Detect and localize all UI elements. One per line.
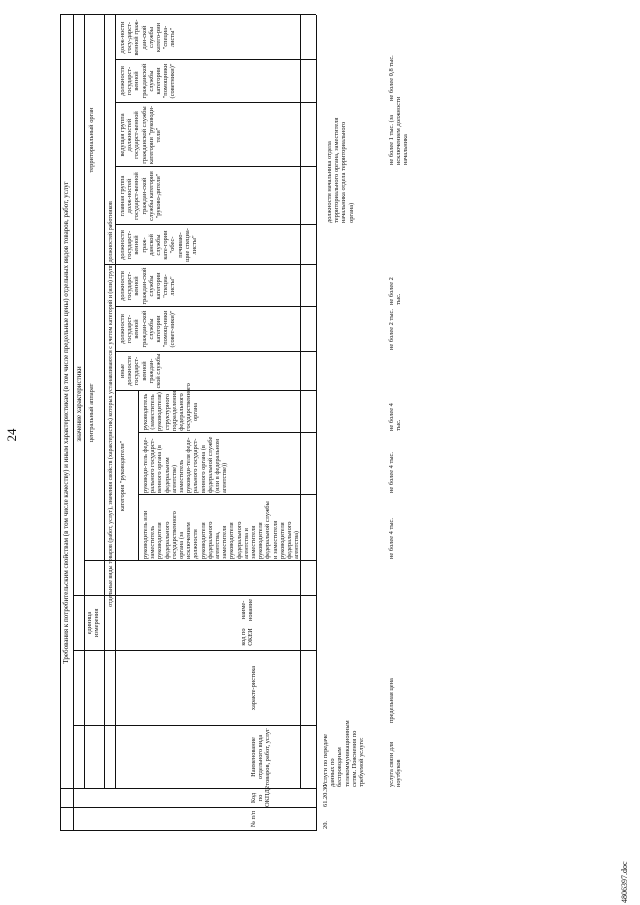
- values-caption: значение характеристики: [75, 366, 83, 442]
- rule-heads: [138, 391, 139, 561]
- row-name: Услуги по передаче данных по беспроводным телекоммуникационным сетям. Пояснения по требуемой услуге:: [322, 720, 366, 787]
- footer-filename: 4806397.doc: [620, 861, 629, 903]
- rule-v14: [115, 166, 316, 167]
- row-value-t3: не более 1 тыс. (за исключением должности начальника: [388, 96, 410, 165]
- rule-v15: [115, 102, 316, 103]
- rule-v10: [115, 351, 316, 352]
- row-characteristic: предельная цена: [388, 678, 395, 723]
- header-c2: руководи-тель феде-рального государст-венного органа (в федеральном агентстве) заместитель руководи-теля феде-рального государст-венного органа (в федеральной службе (или в федеральном агентстве)): [142, 436, 229, 493]
- rule-v11: [115, 306, 316, 307]
- page-number: 24: [4, 428, 19, 442]
- header-t3: должности государст-венной гражданской службы категории "помощники (советники)": [119, 63, 177, 99]
- requirements-caption: Требования к потребительским свойствам (в том числе качеству) и иным характеристикам (в том числе предельные цены) отдельных видов товаров, работ, услуг: [62, 181, 70, 664]
- header-okpd: Код по ОКПД2: [250, 785, 272, 807]
- rule-header-bottom: [300, 15, 301, 789]
- header-unit: единица измерения: [86, 608, 101, 638]
- row-num: 20.: [322, 821, 329, 829]
- header-characteristic: характе-ристика: [250, 665, 257, 711]
- row-territorial-note: должности начальника отдела территориального органа, заместителя начальника отдела территориального органа): [326, 117, 355, 223]
- row-value-c3: не более 4 тыс.: [388, 403, 403, 431]
- header-c1: руководитель или заместитель руководителя федерального государственного органа (за исключением должности руководителя федерального агентства, заместителя руководителя федерального агентства и заместителя руководителя федеральной службы и заместителя руководителя федерального агентства): [142, 501, 301, 559]
- header-c4: иные должности государст-венной граждан-ской службы: [119, 353, 163, 389]
- header-central: центральный аппарат: [88, 383, 95, 443]
- rule-v16: [115, 59, 316, 60]
- row-sub-name: услуга связи для ноутбуков: [388, 741, 403, 787]
- header-t4: долж-ности госу-дарст-венной граж-дан-ской службы катего-рии "специа-листы": [119, 19, 177, 56]
- header-c5: должности государст-венной граждан-ской службы категории "помощ-ники (совет-ники)": [119, 310, 177, 348]
- header-c3: руководитель (заместитель руководителя) структурного подразделения федерального государственного органа: [142, 383, 200, 431]
- header-name: Наименование отдельного вида товаров, работ, услуг: [250, 728, 272, 786]
- row-value-c2: не более 4 тыс.: [388, 452, 395, 493]
- row-value-c6: не более 2 тыс.: [388, 277, 403, 305]
- header-t1: главная группа долж-ностей государст-венной граждан-ской службы категории "руково-дители": [119, 171, 163, 221]
- rule-v17: [60, 14, 316, 15]
- header-t2: ведущая группа должностей государст-венной гражданской службы категории "руководи-тели": [119, 105, 163, 165]
- rule-val: [84, 15, 85, 789]
- rule-v13: [115, 224, 316, 225]
- row-value-t4: не более 0,8 тыс.: [388, 55, 395, 101]
- rule-v7: [138, 494, 316, 495]
- rule-cat: [115, 15, 116, 789]
- header-c6: должности государст-венной граждан-ской службы категории "специа-листы": [119, 267, 177, 305]
- row-okpd: 61.20.30: [322, 784, 329, 807]
- groups-caption: отдельные виды товаров (работ, услуг), значения свойств (характеристик) которых устанавливаются с учетом категорий и (или) групп должностей работников: [108, 201, 114, 607]
- rule-table-bottom: [316, 15, 317, 831]
- header-territorial: территориальный орган: [88, 107, 95, 173]
- rule-v8: [138, 432, 316, 433]
- rule-v0: [60, 830, 316, 831]
- rule-req: [73, 15, 74, 831]
- rule-v1: [60, 807, 316, 808]
- header-unit-name: наиме-нование: [240, 598, 255, 622]
- header-num: № п/п: [250, 810, 257, 828]
- rule-central: [104, 15, 105, 789]
- row-value-c1: не более 4 тыс.: [388, 518, 395, 559]
- header-cat-heads: категория "руководители": [119, 440, 126, 512]
- rule-v9: [115, 390, 316, 391]
- rule-top: [60, 15, 61, 831]
- rule-v2: [60, 788, 316, 789]
- rule-v12: [104, 264, 316, 265]
- row-value-c5: не более 2 тыс.: [388, 309, 395, 350]
- header-c7: должности государст-венной граж-данской службы кате-гории "обес-печиваю-щие специа-листы": [119, 228, 199, 262]
- header-unit-code: код по ОКЕИ: [240, 628, 255, 646]
